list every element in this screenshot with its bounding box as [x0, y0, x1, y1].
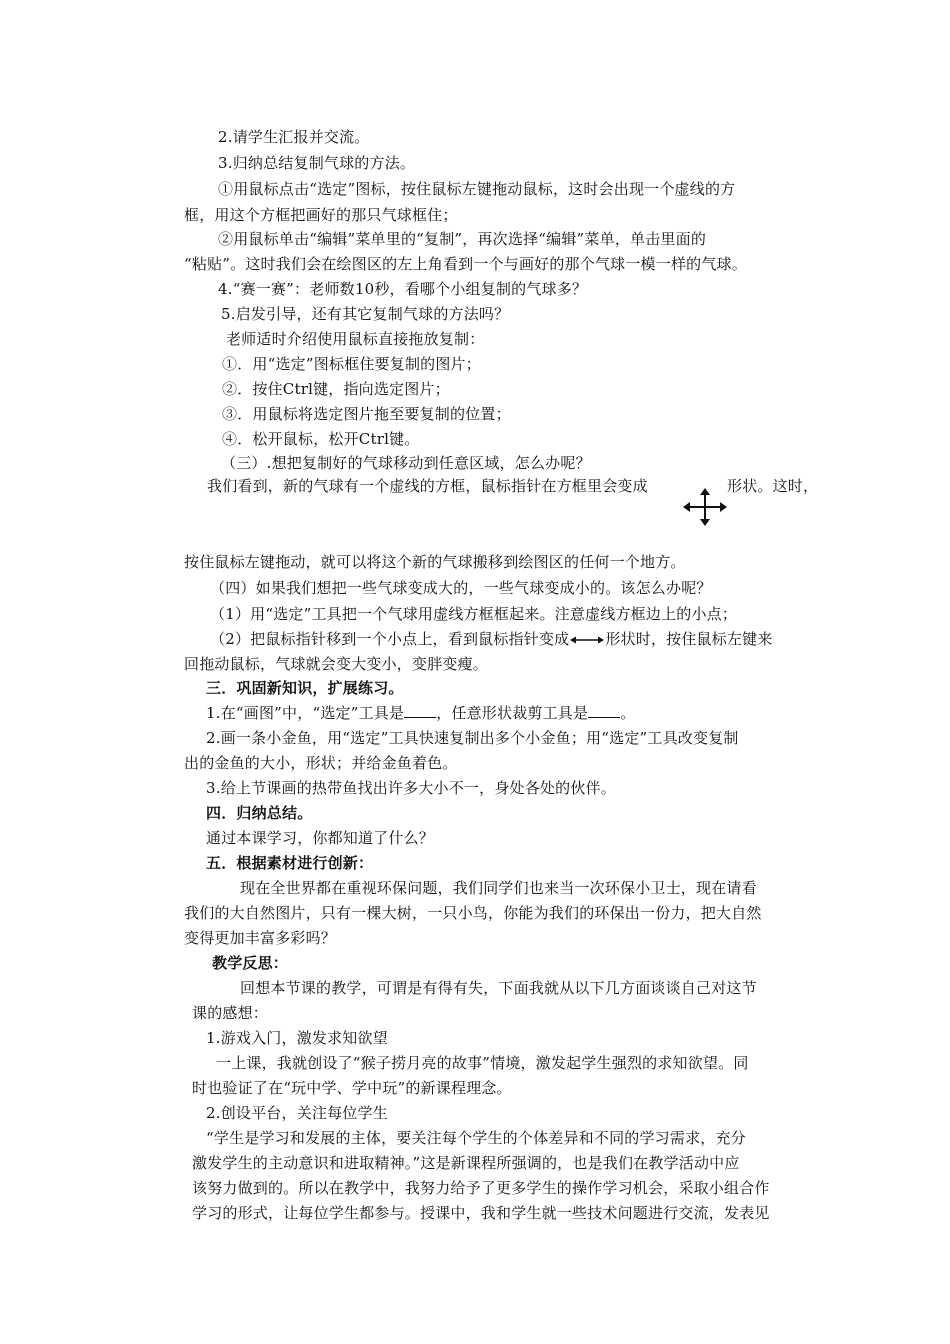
fill-in-blank — [404, 703, 436, 718]
text-line: 老师适时介绍使用鼠标直接拖放复制： — [226, 330, 485, 348]
text-line: ④．松开鼠标，松开Ctrl键。 — [222, 430, 420, 448]
text-line: 形状。这时， — [727, 477, 819, 495]
text-line: 3.给上节课画的热带鱼找出许多大小不一，身处各处的伙伴。 — [206, 779, 616, 797]
text-line: ①用鼠标点击“选定”图标，按住鼠标左键拖动鼠标，这时会出现一个虚线的方 — [218, 180, 736, 198]
horizontal-double-arrow-icon — [570, 635, 604, 645]
text-line: 激发学生的主动意识和进取精神。”这是新课程所强调的，也是我们在教学活动中应 — [192, 1154, 740, 1172]
text-line: （1）用“选定”工具把一个气球用虚线方框框起来。注意虚线方框边上的小点； — [210, 605, 738, 623]
text-line: 1.游戏入门，激发求知欲望 — [206, 1029, 388, 1047]
four-way-arrow-icon — [683, 488, 727, 526]
text-line: 2.创设平台，关注每位学生 — [206, 1104, 388, 1122]
text-line: 4.“赛一赛”：老师数10秒，看哪个小组复制的气球多？ — [218, 280, 588, 298]
text-line: 变得更加丰富多彩吗？ — [184, 929, 337, 947]
text-line: 出的金鱼的大小，形状；并给金鱼着色。 — [184, 754, 458, 772]
text-line: （三）.想把复制好的气球移动到任意区域，怎么办呢？ — [221, 454, 591, 472]
text-line — [210, 629, 773, 649]
text-line: 按住鼠标左键拖动，就可以将这个新的气球搬移到绘图区的任何一个地方。 — [184, 553, 686, 571]
section-heading: 三．巩固新知识，扩展练习。 — [206, 679, 404, 697]
text-segment: ，任意形状裁剪工具是 — [436, 704, 589, 722]
text-line: 我们看到，新的气球有一个虚线的方框，鼠标指针在方框里会变成 — [207, 477, 648, 495]
text-line: 5.启发引导，还有其它复制气球的方法吗？ — [221, 305, 510, 323]
text-line — [206, 703, 635, 723]
text-line: 时也验证了在“玩中学、学中玩”的新课程理念。 — [192, 1079, 512, 1097]
text-line: ②用鼠标单击“编辑”菜单里的“复制”，再次选择“编辑”菜单，单击里面的 — [218, 230, 707, 248]
text-line: 回拖动鼠标，气球就会变大变小，变胖变瘦。 — [184, 655, 489, 673]
text-line: “粘贴”。这时我们会在绘图区的左上角看到一个与画好的那个气球一模一样的气球。 — [184, 255, 747, 273]
text-line: 现在全世界都在重视环保问题，我们同学们也来当一次环保小卫士，现在请看 — [240, 879, 757, 897]
text-line: 3.归纳总结复制气球的方法。 — [218, 154, 416, 172]
text-segment: 形状时，按住鼠标左键来 — [605, 630, 773, 648]
text-line: ③．用鼠标将选定图片拖至要复制的位置； — [222, 405, 511, 423]
section-heading: 四．归纳总结。 — [206, 804, 313, 822]
text-line: （四）如果我们想把一些气球变成大的，一些气球变成小的。该怎么办呢？ — [210, 579, 712, 597]
text-line: 通过本课学习，你都知道了什么？ — [206, 829, 435, 847]
text-line: 框，用这个方框把画好的那只气球框住； — [184, 206, 458, 224]
text-line: “学生是学习和发展的主体，要关注每个学生的个体差异和不同的学习需求，充分 — [206, 1129, 746, 1147]
text-line: ①．用“选定”图标框住要复制的图片； — [222, 355, 481, 373]
text-line: 课的感想： — [192, 1004, 269, 1022]
text-segment: （2）把鼠标指针移到一个小点上，看到鼠标指针变成 — [210, 630, 570, 648]
text-line: 该努力做到的。所以在教学中，我努力给予了更多学生的操作学习机会，采取小组合作 — [192, 1179, 770, 1197]
fill-in-blank — [588, 703, 620, 718]
section-heading: 教学反思： — [212, 954, 289, 972]
text-line: 回想本节课的教学，可谓是有得有失，下面我就从以下几方面谈谈自己对这节 — [240, 979, 757, 997]
text-segment: 。 — [620, 704, 636, 722]
text-segment: 1.在“画图”中，“选定”工具是 — [206, 704, 405, 722]
text-line: 一上课，我就创设了“猴子捞月亮的故事”情境，激发起学生强烈的求知欲望。同 — [216, 1054, 749, 1072]
text-line: ②．按住Ctrl键，指向选定图片； — [222, 380, 450, 398]
text-line: 学习的形式，让每位学生都参与。授课中，我和学生就一些技术问题进行交流，发表见 — [192, 1204, 770, 1222]
section-heading: 五．根据素材进行创新： — [206, 854, 374, 872]
text-line: 2.请学生汇报并交流。 — [218, 128, 370, 146]
text-line: 我们的大自然图片，只有一棵大树，一只小鸟，你能为我们的环保出一份力，把大自然 — [184, 904, 762, 922]
text-line: 2.画一条小金鱼，用“选定”工具快速复制出多个小金鱼；用“选定”工具改变复制 — [206, 729, 739, 747]
